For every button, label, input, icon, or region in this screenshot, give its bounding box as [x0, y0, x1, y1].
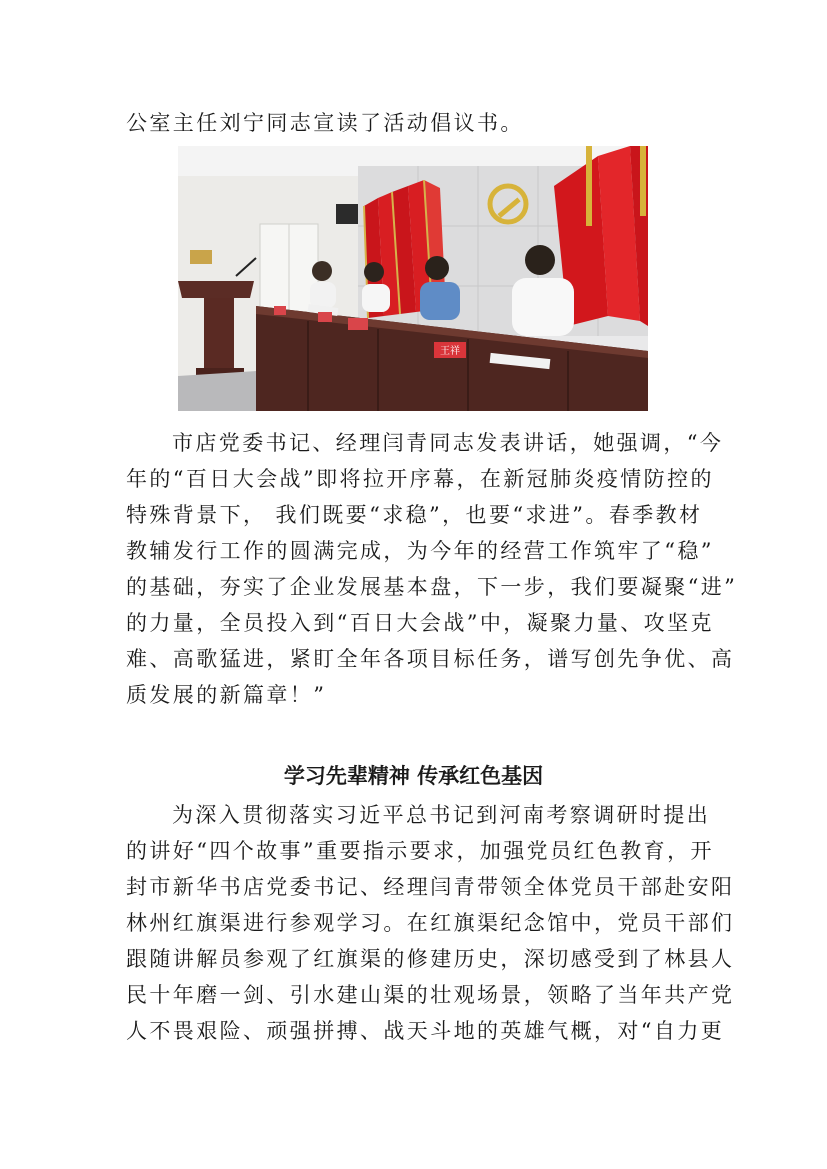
intro-line: 公室主任刘宁同志宣读了活动倡议书。: [126, 111, 524, 135]
study-line-6: 民十年磨一剑、引水建山渠的壮观场景，领略了当年共产党: [126, 983, 735, 1007]
speech-line-8: 质发展的新篇章！”: [126, 683, 327, 707]
section-heading: 学习先辈精神 传承红色基因: [283, 764, 544, 788]
nameplate-label: 王祥: [440, 346, 460, 357]
study-line-4: 林州红旗渠进行参观学习。在红旗渠纪念馆中，党员干部们: [126, 911, 735, 935]
speech-line-6: 的力量，全员投入到“百日大会战”中，凝聚力量、攻坚克: [126, 611, 714, 635]
study-line-1: 为深入贯彻落实习近平总书记到河南考察调研时提出: [172, 803, 711, 827]
study-line-2: 的讲好“四个故事”重要指示要求，加强党员红色教育，开: [126, 839, 714, 863]
speech-line-4: 教辅发行工作的圆满完成，为今年的经营工作筑牢了“稳”: [126, 539, 714, 563]
meeting-photo: [178, 146, 648, 411]
speech-line-3: 特殊背景下， 我们既要“求稳”，也要“求进”。春季教材: [126, 503, 703, 527]
speech-line-2: 年的“百日大会战”即将拉开序幕，在新冠肺炎疫情防控的: [126, 467, 714, 491]
study-line-7: 人不畏艰险、顽强拼搏、战天斗地的英雄气概，对“自力更: [126, 1019, 725, 1043]
meeting-photo-illustration: [178, 146, 648, 411]
study-line-5: 跟随讲解员参观了红旗渠的修建历史，深切感受到了林县人: [126, 947, 735, 971]
speech-line-7: 难、高歌猛进，紧盯全年各项目标任务，谱写创先争优、高: [126, 647, 735, 671]
speech-line-1: 市店党委书记、经理闫青同志发表讲话，她强调，“今: [172, 431, 724, 455]
speech-line-5: 的基础，夯实了企业发展基本盘，下一步，我们要凝聚“进”: [126, 575, 738, 599]
study-line-3: 封市新华书店党委书记、经理闫青带领全体党员干部赴安阳: [126, 875, 735, 899]
